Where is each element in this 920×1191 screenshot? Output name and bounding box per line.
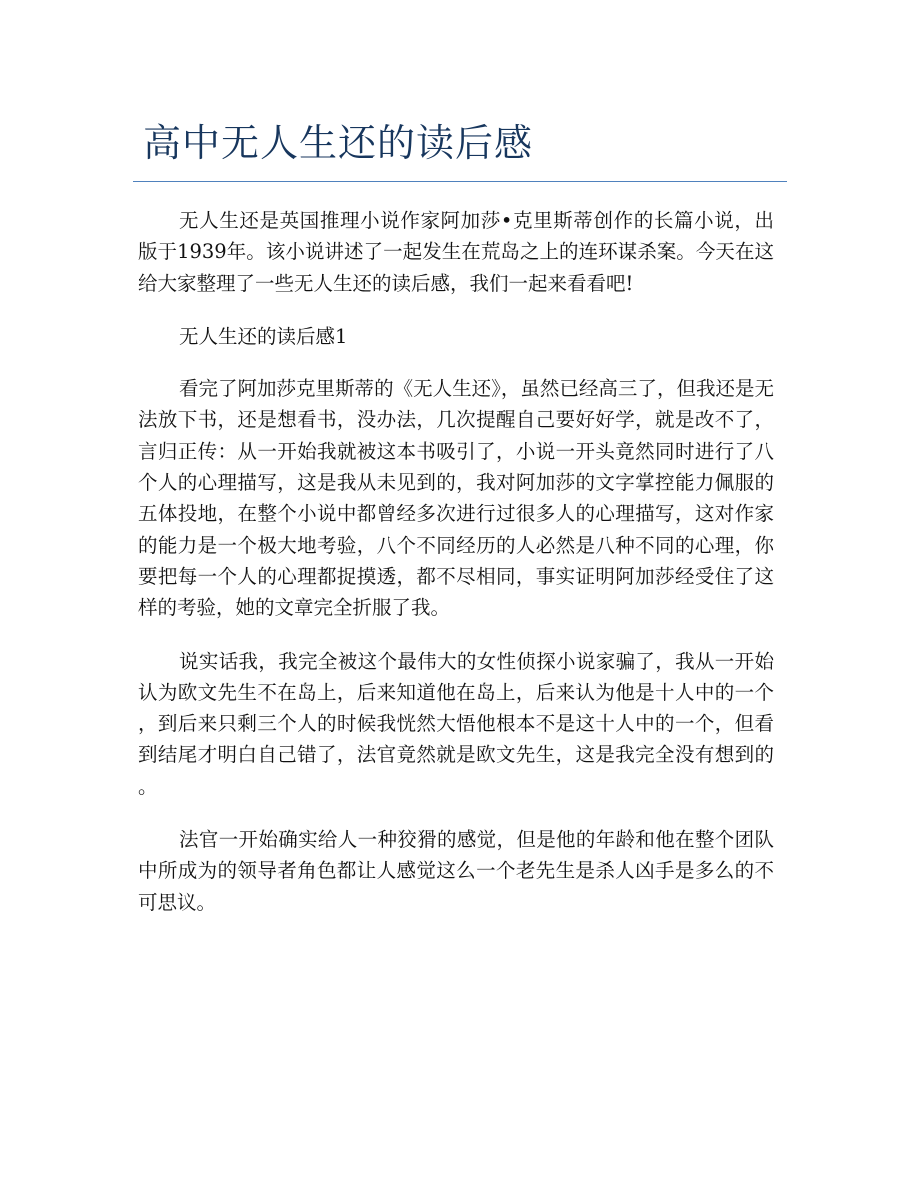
intro-paragraph: 无人生还是英国推理小说作家阿加莎•克里斯蒂创作的长篇小说，出版于1939年。该小说讲述了一起发生在荒岛之上的连环谋杀案。今天在这给大家整理了一些无人生还的读后感，我们一起来看看吧!: [138, 209, 774, 295]
body-paragraph: 看完了阿加莎克里斯蒂的《无人生还》，虽然已经高三了，但我还是无法放下书，还是想看书，没办法，几次提醒自己要好好学，就是改不了，言归正传：从一开始我就被这本书吸引了，小说一开头竟然同时进行了八个人的心理描写，这是我从未见到的，我对阿加莎的文字掌控能力佩服的五体投地，在整个小说中都曾经多次进行过很多人的心理描写，这对作家的能力是一个极大地考验，八个不同经历的人必然是八种不同的心理，你要把每一个人的心理都捉摸透，都不尽相同，事实证明阿加莎经受住了这样的考验，她的文章完全折服了我。: [138, 377, 774, 620]
document-body: [138, 205, 774, 940]
title-divider: [133, 181, 787, 182]
document-title: 高中无人生还的读后感: [143, 121, 534, 165]
body-paragraph: 说实话我，我完全被这个最伟大的女性侦探小说家骗了，我从一开始认为欧文先生不在岛上，后来知道他在岛上，后来认为他是十人中的一个，到后来只剩三个人的时候我恍然大悟他根本不是这十人中的一个，但看到结尾才明白自己错了，法官竟然就是欧文先生，这是我完全没有想到的。: [138, 649, 774, 798]
section-heading: 无人生还的读后感1: [179, 324, 348, 348]
body-paragraph: 法官一开始确实给人一种狡猾的感觉，但是他的年龄和他在整个团队中所成为的领导者角色都让人感觉这么一个老先生是杀人凶手是多么的不可思议。: [138, 828, 774, 914]
